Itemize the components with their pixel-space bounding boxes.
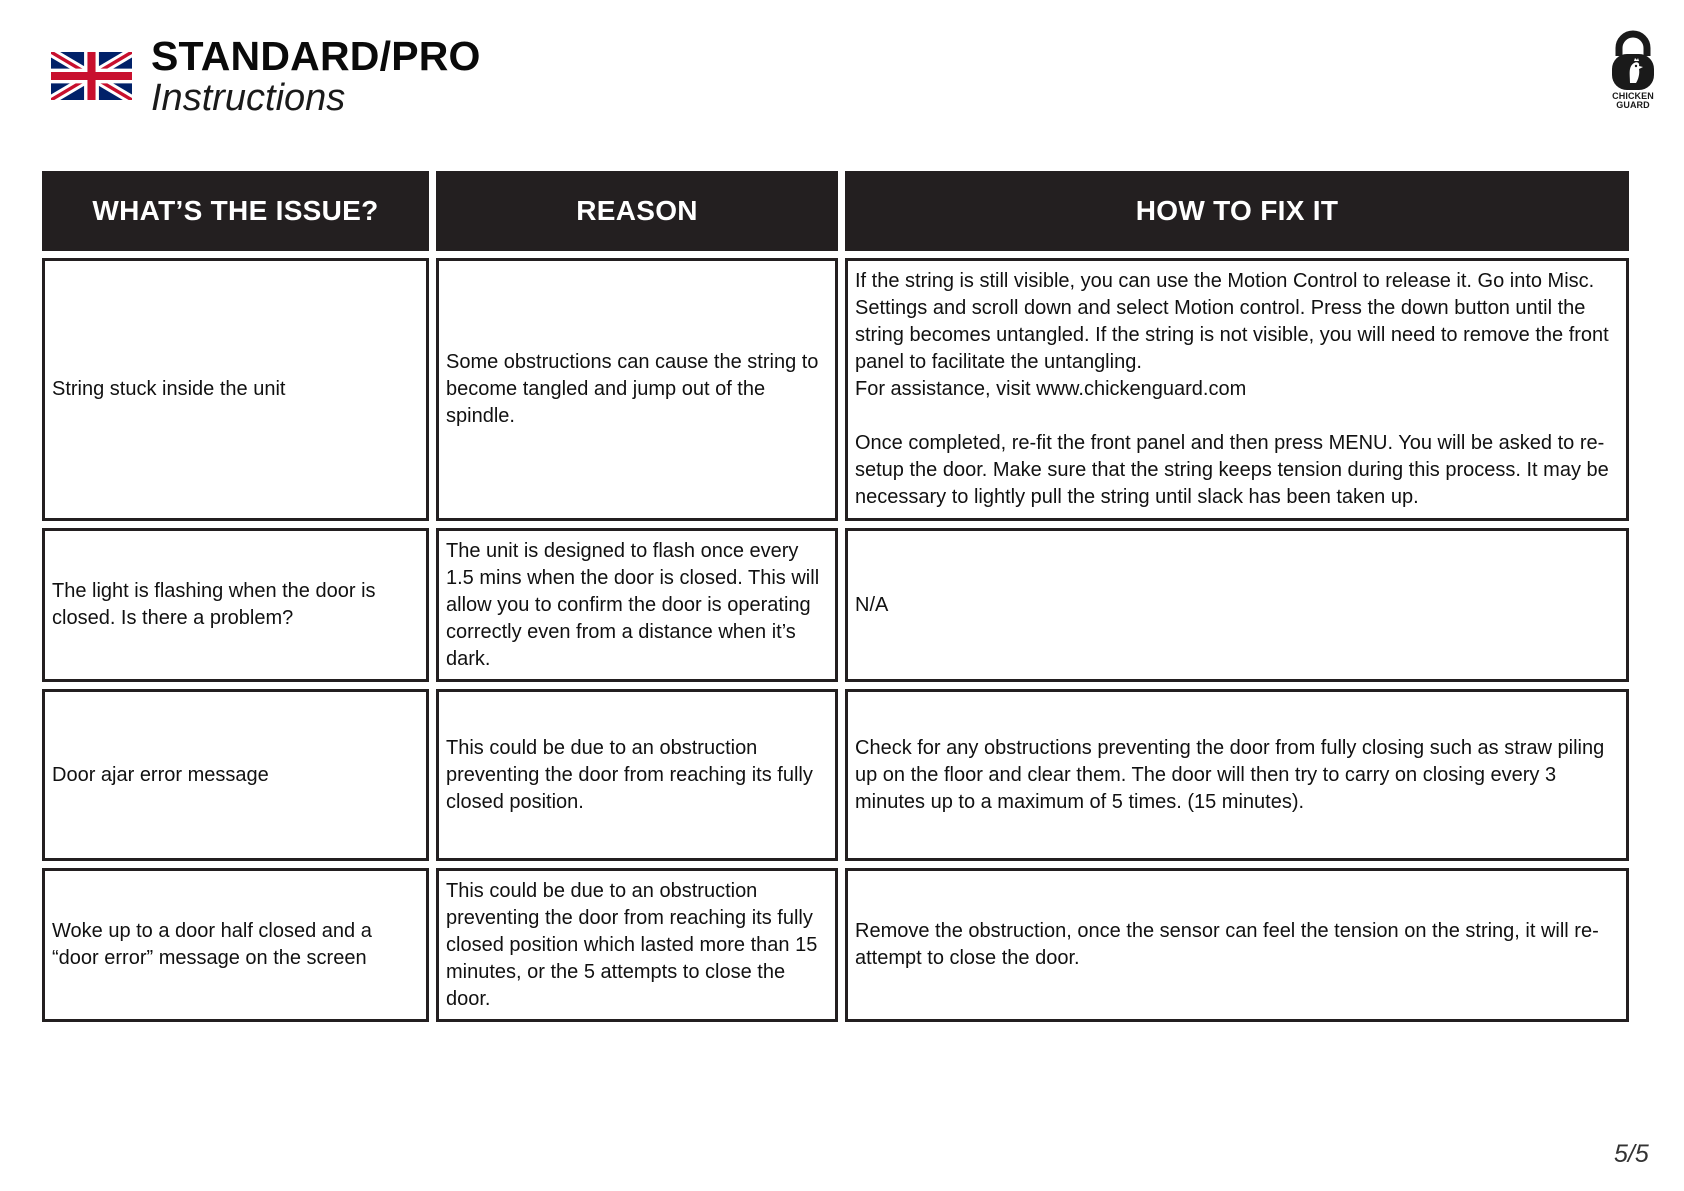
table-row [42, 258, 1629, 521]
table-row [42, 528, 1629, 682]
document-title: STANDARD/PRO [151, 33, 481, 79]
issue-cell: The light is flashing when the door is closed. Is there a problem? [42, 528, 429, 682]
reason-cell: This could be due to an obstruction preventing the door from reaching its fully closed position which lasted more than 15 minutes, or the 5 attempts to close the door. [436, 868, 838, 1022]
column-header-reason: REASON [436, 171, 838, 251]
chicken-guard-logo [1604, 30, 1662, 120]
column-header-fix: HOW TO FIX IT [845, 171, 1629, 251]
fix-paragraph [855, 268, 1619, 403]
logo-text-line2: GUARD [1616, 100, 1650, 110]
fix-cell: N/A [845, 528, 1629, 682]
issue-cell: String stuck inside the unit [42, 258, 429, 521]
fix-cell: Remove the obstruction, once the sensor can feel the tension on the string, it will re-attempt to close the door. [845, 868, 1629, 1022]
fix-text: If the string is still visible, you can use the Motion Control to release it. Go into Misc. Settings and scroll down and select Motion control. Press the down button until the string becomes untangled. If the string is not visible, you will need to remove the front panel to facilitate the untangling. [855, 270, 1609, 373]
fix-cell [845, 258, 1629, 521]
title-block [151, 34, 481, 118]
uk-flag-icon [51, 52, 132, 100]
logo-text-line1: CHICKEN [1612, 91, 1654, 101]
table-row [42, 868, 1629, 1022]
issue-cell: Woke up to a door half closed and a “door error” message on the screen [42, 868, 429, 1022]
reason-cell: This could be due to an obstruction preventing the door from reaching its fully closed position. [436, 689, 838, 861]
fix-paragraph: Once completed, re-fit the front panel and then press MENU. You will be asked to re-setup the door. Make sure that the string keeps tension during this process. It may be necessary to lightly pull the string until slack has been taken up. [855, 432, 1609, 508]
fix-text: For assistance, visit www.chickenguard.com [855, 378, 1247, 400]
chicken-guard-lock-icon [1610, 30, 1656, 92]
issue-cell: Door ajar error message [42, 689, 429, 861]
fix-cell: Check for any obstructions preventing the door from fully closing such as straw piling up on the floor and clear them. The door will then try to carry on closing every 3 minutes up to a maximum of 5 times. (15 minutes). [845, 689, 1629, 861]
table-row [42, 689, 1629, 861]
reason-cell: The unit is designed to flash once every 1.5 mins when the door is closed. This will allow you to confirm the door is operating correctly even from a distance when it’s dark. [436, 528, 838, 682]
page-number: 5/5 [1614, 1140, 1649, 1168]
reason-cell: Some obstructions can cause the string to become tangled and jump out of the spindle. [436, 258, 838, 521]
document-subtitle: Instructions [151, 77, 346, 119]
troubleshooting-table [35, 164, 1636, 1029]
column-header-issue: WHAT’S THE ISSUE? [42, 171, 429, 251]
table-header-row [42, 171, 1629, 251]
